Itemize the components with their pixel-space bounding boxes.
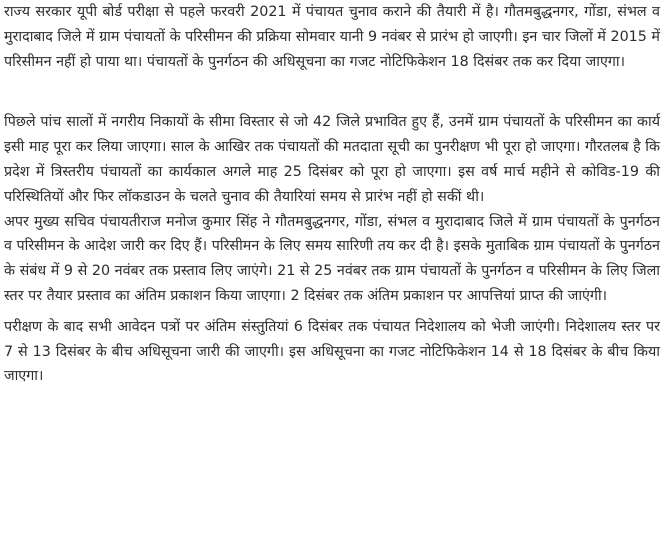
paragraph-acs-order-schedule: अपर मुख्य सचिव पंचायतीराज मनोज कुमार सिंह ने गौतमबुद्धनगर, गोंडा, संभल व मुरादाबाद जिले में ग्राम पंचायतों के पुनर्गठन व परिसीमन के आदेश जारी कर दिए हैं। परिसीमन के लिए समय सारिणी तय कर दी है। इसके मुताबिक ग्राम पंचायतों के पुनर्गठन के संबंध में 9 से 20 नवंबर तक प्रस्ताव लिए जाएंगे। 21 से 25 नवंबर तक ग्राम पंचायतों के पुनर्गठन व परिसीमन के लिए जिला स्तर पर तैयार प्रस्ताव का अंतिम प्रकाशन किया जाएगा। 2 दिसंबर तक अंतिम प्रकाशन पर आपत्तियां प्राप्त की जाएंगी। — [4, 213, 660, 304]
paragraph-election-preparation: राज्य सरकार यूपी बोर्ड परीक्षा से पहले फरवरी 2021 में पंचायत चुनाव कराने की तैयारी में है। गौतमबुद्धनगर, गोंडा, संभल व मुरादाबाद जिले में ग्राम पंचायतों के परिसीमन की प्रक्रिया सोमवार यानी 9 नवंबर से प्रारंभ हो जाएगी। इन चार जिलों में 2015 में परिसीमन नहीं हो पाया था। पंचायतों के पुनर्गठन की अधिसूचना का गजट नोटिफिकेशन 18 दिसंबर तक कर दिया जाएगा। — [4, 4, 660, 70]
paragraph-notification-timeline: परीक्षण के बाद सभी आवेदन पत्रों पर अंतिम संस्तुतियां 6 दिसंबर तक पंचायत निदेशालय को भेजी जाएंगी। निदेशालय स्तर पर 7 से 13 दिसंबर के बीच अधिसूचना जारी की जाएगी। इस अधिसूचना का गजट नोटिफिकेशन 14 से 18 दिसंबर के बीच किया जाएगा। — [4, 318, 660, 385]
paragraph-delimitation-42-districts: पिछले पांच सालों में नगरीय निकायों के सीमा विस्तार से जो 42 जिले प्रभावित हुए हैं, उनमें ग्राम पंचायतों के परिसीमन का कार्य इसी माह पूरा कर लिया जाएगा। साल के आखिर तक पंचायतों की मतदाता सूची का पुनरीक्षण भी पूरा हो जाएगा। गौरतलब है कि प्रदेश में त्रिस्तरीय पंचायतों का कार्यकाल अगले माह 25 दिसंबर को पूरा हो जाएगा। इस वर्ष मार्च महीने से कोविड-19 की परिस्थितियों और फिर लॉकडाउन के चलते चुनाव की तैयारियां समय से प्रारंभ नहीं हो सकीं थी। — [4, 114, 660, 205]
paragraph-spacer — [4, 74, 660, 110]
article-body — [4, 0, 660, 389]
